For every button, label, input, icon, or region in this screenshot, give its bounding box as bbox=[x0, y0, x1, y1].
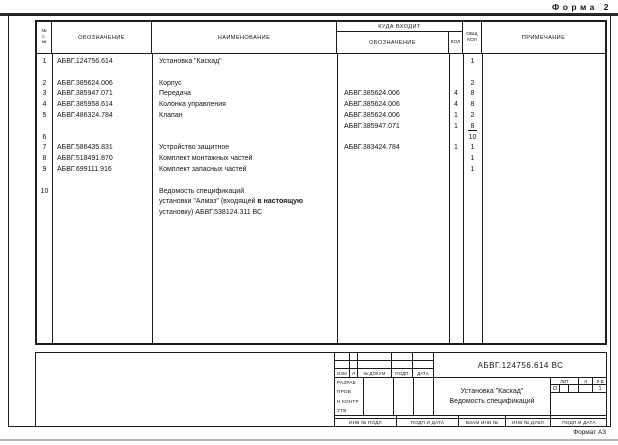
header-row-number-line: с. bbox=[42, 34, 46, 40]
cell-where-used: АБВГ.385624.006 bbox=[344, 111, 400, 119]
cell-row-number: 5 bbox=[42, 111, 47, 119]
cell-note bbox=[482, 57, 605, 68]
cell-total-text: 1 bbox=[470, 155, 475, 163]
column-divider bbox=[363, 378, 364, 415]
cell-name bbox=[152, 208, 337, 219]
table-row bbox=[37, 122, 605, 133]
cell-row-number bbox=[37, 197, 52, 208]
table-row bbox=[37, 143, 605, 154]
cell-total-qty bbox=[463, 79, 482, 90]
role-developed: РАЗРАБ bbox=[337, 380, 356, 386]
cell-note bbox=[482, 187, 605, 198]
cell-designation bbox=[52, 197, 152, 208]
cell-row-number: 4 bbox=[42, 101, 47, 109]
stamp-inv-podl: ИНВ № ПОДЛ bbox=[335, 416, 397, 426]
lit-sheets-grid bbox=[551, 378, 607, 415]
table-row bbox=[37, 154, 605, 165]
cell-designation: АБВГ.385947.071 bbox=[57, 90, 113, 98]
cell-where-used bbox=[337, 68, 449, 79]
cell-name-text: установку) АБВГ.538124.311 ВС bbox=[159, 209, 263, 217]
table-row bbox=[37, 176, 605, 187]
cell-qty bbox=[449, 165, 463, 176]
cell-name-text: Колонка управления bbox=[159, 101, 226, 109]
cell-total-underlined-text: 8 bbox=[468, 123, 478, 131]
cell-qty bbox=[449, 208, 463, 219]
cell-designation bbox=[52, 122, 152, 133]
cell-designation: АБВГ.486324.784 bbox=[57, 111, 113, 119]
stamp-vzam-inv: ВЗАМ ИНВ № bbox=[459, 416, 506, 426]
cell-note bbox=[482, 122, 605, 133]
cell-total-qty bbox=[463, 68, 482, 79]
document-number-cell: АБВГ.124756.614 ВС bbox=[433, 353, 607, 378]
table-row bbox=[37, 197, 605, 208]
cell-designation bbox=[52, 187, 152, 198]
cell-row-number: 10 bbox=[40, 187, 49, 195]
stamp-podp-data-2: ПОДП И ДАТА bbox=[551, 416, 607, 426]
cell-name-text: Ведомость спецификаций bbox=[159, 187, 245, 195]
column-divider bbox=[482, 54, 483, 343]
cell-total-text: 1 bbox=[470, 165, 475, 173]
revision-col-date: ДАТА bbox=[417, 370, 429, 376]
cell-note bbox=[482, 89, 605, 100]
table-row bbox=[37, 79, 605, 90]
cell-row-number: 1 bbox=[42, 58, 47, 65]
table-header bbox=[37, 22, 605, 54]
cell-total-text: 2 bbox=[470, 79, 475, 87]
header-total-qty bbox=[463, 22, 482, 53]
cell-designation bbox=[52, 68, 152, 79]
cell-row-number: 3 bbox=[42, 90, 47, 98]
cell-where-used: АБВГ.385624.006 bbox=[344, 90, 400, 98]
cell-total-text: 8 bbox=[470, 101, 475, 109]
revision-col-list: Л bbox=[350, 369, 358, 377]
cell-note bbox=[482, 208, 605, 219]
cell-note bbox=[482, 68, 605, 79]
table-row bbox=[37, 208, 605, 219]
cell-name-text: Клапан bbox=[159, 111, 183, 119]
bottom-band bbox=[35, 352, 607, 427]
cell-total-text: 1 bbox=[470, 58, 475, 65]
cell-qty bbox=[449, 154, 463, 165]
cell-total-qty bbox=[463, 100, 482, 111]
cell-where-used bbox=[337, 208, 449, 219]
cell-qty bbox=[449, 176, 463, 187]
cell-name-text: Установка "Каскад" bbox=[159, 58, 222, 65]
lit-value-row bbox=[551, 385, 607, 393]
column-divider bbox=[413, 378, 414, 415]
sheets-label: Л-В bbox=[596, 378, 604, 384]
cell-row-number bbox=[37, 122, 52, 133]
column-divider bbox=[52, 54, 53, 343]
specification-table bbox=[35, 20, 607, 345]
cell-note bbox=[482, 111, 605, 122]
cell-qty bbox=[449, 187, 463, 198]
cell-name bbox=[152, 122, 337, 133]
revision-col-sign: ПОДП bbox=[392, 369, 413, 377]
cell-qty bbox=[449, 197, 463, 208]
cell-qty: 4 bbox=[454, 90, 458, 98]
cell-qty: 1 bbox=[454, 122, 458, 130]
cell-name bbox=[152, 197, 337, 208]
role-checked: ПРОВ bbox=[337, 389, 351, 395]
cell-row-number: 7 bbox=[42, 144, 47, 152]
header-where-used-subrow bbox=[337, 32, 462, 53]
cell-total-qty bbox=[463, 154, 482, 165]
cell-name-bold-text: в настоящую bbox=[257, 198, 304, 206]
cell-designation: АБВГ.699111.916 bbox=[57, 165, 112, 173]
cell-where-used bbox=[337, 133, 449, 144]
column-divider bbox=[449, 54, 450, 343]
table-row bbox=[37, 89, 605, 100]
document-type-name: Ведомость спецификаций bbox=[449, 397, 535, 405]
cell-qty: 1 bbox=[454, 144, 458, 152]
cell-where-used: АБВГ.385947.071 bbox=[344, 122, 400, 130]
cell-name-text: Корпус bbox=[159, 79, 182, 87]
cell-total-qty bbox=[463, 133, 482, 144]
cell-row-number: 2 bbox=[42, 79, 47, 87]
column-divider bbox=[152, 54, 153, 343]
cell-note bbox=[482, 133, 605, 144]
cell-name bbox=[152, 89, 337, 100]
cell-name-text: Комплект запасных частей bbox=[159, 165, 247, 173]
cell-total-qty bbox=[463, 122, 482, 133]
format-label: Формат А3 bbox=[573, 429, 606, 436]
table-row bbox=[37, 165, 605, 176]
cell-total-qty bbox=[463, 89, 482, 100]
revision-col-docnum: № ДОКУМ bbox=[358, 369, 392, 377]
column-divider bbox=[337, 54, 338, 343]
cell-total-qty bbox=[463, 111, 482, 122]
header-where-used: КУДА ВХОДИТ bbox=[337, 22, 462, 32]
cell-name bbox=[152, 187, 337, 198]
cell-qty bbox=[449, 57, 463, 68]
cell-note bbox=[482, 100, 605, 111]
product-name: Установка "Каскад" bbox=[460, 388, 524, 395]
table-row bbox=[37, 100, 605, 111]
cell-total-qty bbox=[463, 197, 482, 208]
cell-designation: АБВГ.385624.006 bbox=[57, 79, 113, 87]
cell-note bbox=[482, 176, 605, 187]
header-row-number bbox=[37, 22, 52, 53]
cell-row-number bbox=[37, 68, 52, 79]
cell-where-used: АБВГ.385624.006 bbox=[344, 101, 400, 109]
table-rows bbox=[37, 54, 605, 219]
cell-name bbox=[152, 133, 337, 144]
cell-total-qty bbox=[463, 187, 482, 198]
cell-total-qty bbox=[463, 165, 482, 176]
cell-total-text: 1 bbox=[470, 144, 475, 152]
header-name: НАИМЕНОВАНИЕ bbox=[152, 22, 337, 53]
cell-row-number: 9 bbox=[42, 165, 47, 173]
cell-where-used bbox=[337, 154, 449, 165]
cell-where-used bbox=[337, 165, 449, 176]
cell-name bbox=[152, 111, 337, 122]
cell-qty: 4 bbox=[454, 101, 458, 109]
header-row-number-line: № bbox=[41, 29, 47, 35]
column-divider bbox=[463, 54, 464, 343]
form-number-label: Форма 2 bbox=[551, 2, 612, 12]
table-row bbox=[37, 57, 605, 68]
lit-label: ЛИТ bbox=[551, 378, 579, 384]
cell-name bbox=[152, 165, 337, 176]
cell-name-text: Устройство защитное bbox=[159, 144, 230, 152]
cell-total-qty bbox=[463, 57, 482, 68]
cell-qty bbox=[449, 68, 463, 79]
stamp-podp-data-1: ПОДП И ДАТА bbox=[397, 416, 459, 426]
cell-designation: АБВГ.124756.614 bbox=[57, 58, 113, 65]
cell-row-number bbox=[37, 208, 52, 219]
table-row bbox=[37, 187, 605, 198]
sheet-value bbox=[579, 385, 593, 392]
table-body bbox=[37, 54, 605, 343]
lit-header-row bbox=[551, 378, 607, 385]
inventory-stamps-row bbox=[335, 415, 607, 426]
cell-note bbox=[482, 154, 605, 165]
cell-total-qty bbox=[463, 176, 482, 187]
cell-where-used: АБВГ.383424.784 bbox=[344, 144, 400, 152]
header-row-number-line: ки bbox=[41, 40, 47, 46]
header-where-used-group bbox=[337, 22, 463, 53]
signature-roles-grid bbox=[335, 378, 433, 415]
cell-where-used bbox=[337, 79, 449, 90]
sheet-label: Л bbox=[579, 378, 593, 384]
cell-designation: АБВГ.518491.870 bbox=[57, 155, 113, 163]
cell-name bbox=[152, 100, 337, 111]
title-block bbox=[334, 353, 606, 426]
revision-col-izm: ИЗМ bbox=[335, 369, 350, 377]
header-qty: КОЛ bbox=[450, 40, 461, 45]
cell-name bbox=[152, 79, 337, 90]
cell-note bbox=[482, 197, 605, 208]
cell-note bbox=[482, 165, 605, 176]
cell-qty bbox=[449, 79, 463, 90]
cell-name-text: установки "Алмаз" (входящей bbox=[159, 198, 258, 206]
header-total-qty-line: ОБЩ bbox=[466, 32, 478, 38]
role-approved: УТВ bbox=[337, 407, 347, 413]
cell-total-text: 8 bbox=[470, 90, 475, 98]
cell-name bbox=[152, 154, 337, 165]
table-row bbox=[37, 68, 605, 79]
cell-name bbox=[152, 68, 337, 79]
document-title-cell bbox=[433, 378, 551, 415]
cell-qty: 1 bbox=[454, 111, 458, 119]
revision-grid-empty-row bbox=[335, 353, 433, 361]
cell-note bbox=[482, 143, 605, 154]
table-row bbox=[37, 111, 605, 122]
cell-note bbox=[482, 79, 605, 90]
revision-grid-empty-row bbox=[335, 361, 433, 369]
header-designation: ОБОЗНАЧЕНИЕ bbox=[52, 22, 152, 53]
cell-name bbox=[152, 143, 337, 154]
cell-row-number bbox=[37, 176, 52, 187]
cell-where-used bbox=[337, 176, 449, 187]
table-row bbox=[37, 133, 605, 144]
revision-grid bbox=[335, 353, 433, 378]
cell-row-number: 8 bbox=[42, 155, 47, 163]
cell-total-qty bbox=[463, 208, 482, 219]
cell-designation bbox=[52, 133, 152, 144]
revision-grid-label-row bbox=[335, 369, 433, 378]
cell-name bbox=[152, 176, 337, 187]
cell-designation: АБВГ.385958.614 bbox=[57, 101, 113, 109]
cell-where-used bbox=[337, 57, 449, 68]
cell-where-used bbox=[337, 187, 449, 198]
cell-designation: АБВГ.586435.831 bbox=[57, 144, 113, 152]
cell-total-qty bbox=[463, 143, 482, 154]
cell-name bbox=[152, 57, 337, 68]
cell-where-used bbox=[337, 197, 449, 208]
header-where-designation: ОБОЗНАЧЕНИЕ bbox=[337, 32, 449, 53]
cell-name-text: Комплект монтажных частей bbox=[159, 155, 253, 163]
cell-designation bbox=[52, 176, 152, 187]
cell-qty bbox=[449, 133, 463, 144]
cell-total-text: 2 bbox=[470, 111, 475, 119]
stamp-inv-dubl: ИНВ № ДУБЛ bbox=[506, 416, 551, 426]
sheets-value: 1 bbox=[598, 385, 602, 392]
cell-row-number: 6 bbox=[42, 133, 47, 141]
column-divider bbox=[393, 378, 394, 415]
cell-total-text: 10 bbox=[468, 133, 477, 141]
cell-name-text: Передача bbox=[159, 90, 191, 98]
header-note: ПРИМЕЧАНИЕ bbox=[521, 34, 566, 41]
cell-designation bbox=[52, 208, 152, 219]
lit-value: О bbox=[551, 385, 560, 392]
header-total-qty-line: КОЛ bbox=[467, 37, 477, 43]
role-norm-control: Н КОНТР bbox=[337, 398, 359, 404]
scan-bottom-edge bbox=[0, 439, 618, 441]
